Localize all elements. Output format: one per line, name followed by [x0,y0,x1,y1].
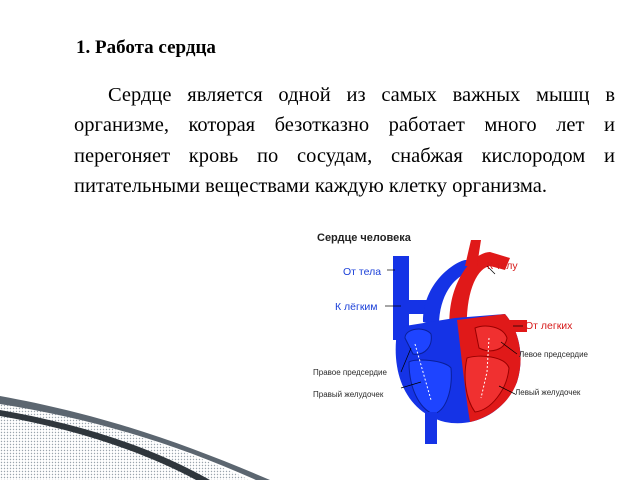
label-to-lungs: К лёгким [335,301,378,313]
label-right-atrium: Правое предсердие [313,368,387,377]
label-from-body: От тела [343,266,382,278]
diagram-title: Сердце человека [317,232,411,244]
label-to-body: К телу [487,260,518,272]
decorative-swoosh [0,380,640,480]
slide-title: 1. Работа сердца [76,37,216,58]
label-right-ventricle: Правый желудочек [313,390,384,399]
label-from-lungs: От легких [525,320,573,332]
label-left-ventricle: Левый желудочек [515,388,581,397]
label-left-atrium: Левое предсердие [519,350,589,359]
body-paragraph: Сердце является одной из самых важных мышц в организме, которая безотказно работает много лет и перегоняет кровь по сосудам, снабжая кислородом и питательными веществами каждую клетку организма. [74,84,615,197]
